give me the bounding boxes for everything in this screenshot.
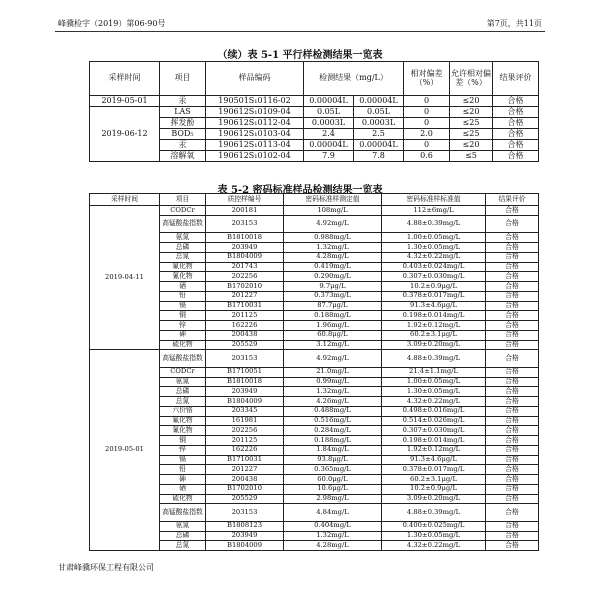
qc-code-cell: 200438: [206, 475, 284, 485]
qc-code-cell: 203153: [206, 215, 284, 233]
qc-code-cell: 203949: [206, 243, 284, 253]
item-cell: 砷: [160, 475, 206, 485]
measured-value-cell: 1.32mg/L: [284, 387, 382, 397]
standard-value-cell: 1.92±0.12mg/L: [382, 321, 486, 331]
qc-code-cell: 201125: [206, 311, 284, 321]
qc-code-cell: B1810018: [206, 233, 284, 243]
evaluation-cell: 合格: [486, 350, 539, 368]
item-cell: 氰化物: [160, 272, 206, 282]
evaluation-cell: 合格: [486, 252, 539, 262]
allowed-deviation-cell: ≤5: [450, 151, 493, 162]
result-1-cell: 0.00004L: [304, 96, 354, 107]
item-cell: 高锰酸盐指数: [160, 215, 206, 233]
standard-value-cell: 1.30±0.05mg/L: [382, 531, 486, 541]
t2-header-standard: 密码标准样标准值: [382, 194, 486, 206]
qc-code-cell: B1804009: [206, 397, 284, 407]
item-cell: 挥发酚: [160, 118, 206, 129]
item-cell: LAS: [160, 107, 206, 118]
qc-code-cell: 203153: [206, 350, 284, 368]
qc-code-cell: 203949: [206, 531, 284, 541]
standard-value-cell: 3.09±0.20mg/L: [382, 340, 486, 350]
item-cell: 总磷: [160, 387, 206, 397]
sample-date-cell: 2019-04-11: [90, 206, 160, 350]
standard-value-cell: 1.30±0.05mg/L: [382, 387, 486, 397]
item-cell: 氟化物: [160, 416, 206, 426]
table2-caption: 表 5-2 密码标准样品检测结果一览表: [217, 185, 383, 196]
item-cell: 总氮: [160, 397, 206, 407]
sample-code-cell: 190501S₁0116-02: [206, 96, 304, 107]
item-cell: 镉: [160, 455, 206, 465]
measured-value-cell: 4.84mg/L: [284, 504, 382, 522]
t2-header-measured: 密码标准样测定值: [284, 194, 382, 206]
qc-code-cell: 201125: [206, 436, 284, 446]
t1-body: [90, 96, 539, 162]
measured-value-cell: 2.98mg/L: [284, 494, 382, 504]
table-row: [90, 107, 539, 118]
evaluation-cell: 合格: [493, 96, 539, 107]
standard-value-cell: 0.307±0.030mg/L: [382, 272, 486, 282]
evaluation-cell: 合格: [486, 455, 539, 465]
evaluation-cell: 合格: [486, 301, 539, 311]
item-cell: 汞: [160, 140, 206, 151]
measured-value-cell: 60.0μg/L: [284, 475, 382, 485]
item-cell: 氨氮: [160, 233, 206, 243]
result-2-cell: 7.8: [354, 151, 404, 162]
evaluation-cell: 合格: [486, 233, 539, 243]
measured-value-cell: 4.26mg/L: [284, 397, 382, 407]
standard-value-cell: 0.498±0.016mg/L: [382, 406, 486, 416]
evaluation-cell: 合格: [486, 282, 539, 292]
result-2-cell: 0.00004L: [354, 140, 404, 151]
qc-code-cell: B1702010: [206, 484, 284, 494]
sample-date-cell: 2019-05-01: [90, 350, 160, 551]
t2-header-item: 项目: [160, 194, 206, 206]
qc-code-cell: 162226: [206, 321, 284, 331]
measured-value-cell: 21.0mg/L: [284, 367, 382, 377]
item-cell: 总磷: [160, 531, 206, 541]
qc-code-cell: B1702010: [206, 282, 284, 292]
standard-value-cell: 1.00±0.05mg/L: [382, 377, 486, 387]
t2-header-code: 质控样编号: [206, 194, 284, 206]
relative-deviation-cell: 0: [404, 140, 450, 151]
t2-header-date: 采样时间: [90, 194, 160, 206]
qc-code-cell: 202256: [206, 272, 284, 282]
page-number: 第7页，共11页: [486, 19, 542, 28]
item-cell: 砷: [160, 330, 206, 340]
measured-value-cell: 1.84mg/L: [284, 445, 382, 455]
doc-number: 峰骥检字（2019）第06-90号: [58, 19, 166, 28]
table-row: [90, 350, 539, 368]
evaluation-cell: 合格: [486, 475, 539, 485]
relative-deviation-cell: 2.0: [404, 129, 450, 140]
qc-code-cell: 203949: [206, 387, 284, 397]
evaluation-cell: 合格: [486, 445, 539, 455]
standard-value-cell: 4.32±0.22mg/L: [382, 252, 486, 262]
standard-value-cell: 10.2±0.9μg/L: [382, 282, 486, 292]
item-cell: 硒: [160, 484, 206, 494]
item-cell: 六价铬: [160, 406, 206, 416]
standard-value-cell: 0.403±0.024mg/L: [382, 262, 486, 272]
t2-header-eval: 结果评价: [486, 194, 539, 206]
measured-value-cell: 87.7μg/L: [284, 301, 382, 311]
t1-header-item: 项目: [160, 62, 206, 96]
item-cell: BOD₅: [160, 129, 206, 140]
measured-value-cell: 4.28mg/L: [284, 252, 382, 262]
blind-standard-table: [89, 193, 539, 551]
sample-code-cell: 190612S₁0103-04: [206, 129, 304, 140]
t1-header-allow: 允许相对偏差（%）: [450, 62, 493, 96]
qc-code-cell: B1810018: [206, 377, 284, 387]
evaluation-cell: 合格: [493, 151, 539, 162]
standard-value-cell: 60.2±3.1μg/L: [382, 330, 486, 340]
item-cell: 铅: [160, 291, 206, 301]
relative-deviation-cell: 0.6: [404, 151, 450, 162]
evaluation-cell: 合格: [486, 465, 539, 475]
evaluation-cell: 合格: [486, 377, 539, 387]
result-2-cell: 0.0003L: [354, 118, 404, 129]
qc-code-cell: 205529: [206, 494, 284, 504]
t1-header-eval: 结果评价: [493, 62, 539, 96]
allowed-deviation-cell: ≤20: [450, 96, 493, 107]
qc-code-cell: 205529: [206, 340, 284, 350]
allowed-deviation-cell: ≤25: [450, 118, 493, 129]
table-row: [90, 96, 539, 107]
t1-header-result: 检测结果（mg/L）: [304, 62, 404, 96]
result-1-cell: 0.0003L: [304, 118, 354, 129]
item-cell: 氨氮: [160, 377, 206, 387]
measured-value-cell: 93.8μg/L: [284, 455, 382, 465]
measured-value-cell: 0.284mg/L: [284, 426, 382, 436]
measured-value-cell: 0.404mg/L: [284, 521, 382, 531]
qc-code-cell: 200181: [206, 206, 284, 216]
sample-date-cell: 2019-05-01: [90, 96, 160, 107]
standard-value-cell: 91.3±4.6μg/L: [382, 455, 486, 465]
evaluation-cell: 合格: [486, 340, 539, 350]
evaluation-cell: 合格: [493, 107, 539, 118]
sample-code-cell: 190612S₁0112-04: [206, 118, 304, 129]
qc-code-cell: B1710031: [206, 301, 284, 311]
evaluation-cell: 合格: [486, 397, 539, 407]
relative-deviation-cell: 0: [404, 107, 450, 118]
standard-value-cell: 60.2±3.1μg/L: [382, 475, 486, 485]
standard-value-cell: 0.378±0.017mg/L: [382, 465, 486, 475]
evaluation-cell: 合格: [493, 129, 539, 140]
item-cell: 氨氮: [160, 521, 206, 531]
item-cell: 汞: [160, 96, 206, 107]
standard-value-cell: 0.400±0.025mg/L: [382, 521, 486, 531]
result-1-cell: 7.9: [304, 151, 354, 162]
standard-value-cell: 4.88±0.39mg/L: [382, 215, 486, 233]
evaluation-cell: 合格: [486, 494, 539, 504]
result-2-cell: 0.00004L: [354, 96, 404, 107]
evaluation-cell: 合格: [486, 387, 539, 397]
sample-code-cell: 190612S₁0109-04: [206, 107, 304, 118]
item-cell: 溶解氧: [160, 151, 206, 162]
standard-value-cell: 112±6mg/L: [382, 206, 486, 216]
item-cell: 总氮: [160, 252, 206, 262]
standard-value-cell: 91.3±4.6μg/L: [382, 301, 486, 311]
qc-code-cell: 203153: [206, 504, 284, 522]
relative-deviation-cell: 0: [404, 118, 450, 129]
measured-value-cell: 0.188mg/L: [284, 311, 382, 321]
evaluation-cell: 合格: [486, 215, 539, 233]
evaluation-cell: 合格: [486, 367, 539, 377]
standard-value-cell: 0.198±0.014mg/L: [382, 436, 486, 446]
standard-value-cell: 1.92±0.12mg/L: [382, 445, 486, 455]
evaluation-cell: 合格: [486, 262, 539, 272]
standard-value-cell: 4.88±0.39mg/L: [382, 504, 486, 522]
allowed-deviation-cell: ≤20: [450, 107, 493, 118]
measured-value-cell: 0.290mg/L: [284, 272, 382, 282]
item-cell: CODCr: [160, 206, 206, 216]
qc-code-cell: B1804009: [206, 541, 284, 551]
qc-code-cell: 203345: [206, 406, 284, 416]
standard-value-cell: 3.09±0.20mg/L: [382, 494, 486, 504]
standard-value-cell: 1.30±0.05mg/L: [382, 243, 486, 253]
sample-code-cell: 190612S₁0102-04: [206, 151, 304, 162]
qc-code-cell: 201227: [206, 465, 284, 475]
allowed-deviation-cell: ≤20: [450, 140, 493, 151]
item-cell: 铜: [160, 436, 206, 446]
t1-header-dev: 相对偏差（%）: [404, 62, 450, 96]
item-cell: 总磷: [160, 243, 206, 253]
measured-value-cell: 1.32mg/L: [284, 531, 382, 541]
table-row: [90, 206, 539, 216]
sample-date-cell: 2019-06-12: [90, 107, 160, 162]
measured-value-cell: 0.373mg/L: [284, 291, 382, 301]
qc-code-cell: 201743: [206, 262, 284, 272]
standard-value-cell: 4.32±0.22mg/L: [382, 541, 486, 551]
t1-header-code: 样品编码: [206, 62, 304, 96]
evaluation-cell: 合格: [486, 406, 539, 416]
relative-deviation-cell: 0: [404, 96, 450, 107]
qc-code-cell: B1710031: [206, 455, 284, 465]
sample-code-cell: 190612S₁0113-04: [206, 140, 304, 151]
result-1-cell: 2.4: [304, 129, 354, 140]
item-cell: 锌: [160, 321, 206, 331]
measured-value-cell: 60.8μg/L: [284, 330, 382, 340]
evaluation-cell: 合格: [493, 140, 539, 151]
measured-value-cell: 4.92mg/L: [284, 350, 382, 368]
item-cell: 硫化物: [160, 340, 206, 350]
evaluation-cell: 合格: [486, 243, 539, 253]
company-footer: 甘肃峰骥环保工程有限公司: [58, 563, 154, 572]
measured-value-cell: 4.92mg/L: [284, 215, 382, 233]
parallel-sample-table: [89, 61, 539, 162]
measured-value-cell: 0.488mg/L: [284, 406, 382, 416]
item-cell: 氟化物: [160, 262, 206, 272]
qc-code-cell: B1804009: [206, 252, 284, 262]
evaluation-cell: 合格: [486, 416, 539, 426]
allowed-deviation-cell: ≤25: [450, 129, 493, 140]
evaluation-cell: 合格: [486, 436, 539, 446]
item-cell: 高锰酸盐指数: [160, 504, 206, 522]
standard-value-cell: 0.514±0.026mg/L: [382, 416, 486, 426]
evaluation-cell: 合格: [486, 311, 539, 321]
measured-value-cell: 3.12mg/L: [284, 340, 382, 350]
item-cell: CODCr: [160, 367, 206, 377]
standard-value-cell: 0.378±0.017mg/L: [382, 291, 486, 301]
table1-caption: （续）表 5-1 平行样检测结果一览表: [217, 50, 383, 61]
item-cell: 铅: [160, 465, 206, 475]
evaluation-cell: 合格: [486, 521, 539, 531]
item-cell: 锌: [160, 445, 206, 455]
measured-value-cell: 1.96mg/L: [284, 321, 382, 331]
qc-code-cell: 162226: [206, 445, 284, 455]
result-1-cell: 0.05L: [304, 107, 354, 118]
qc-code-cell: 201227: [206, 291, 284, 301]
measured-value-cell: 4.28mg/L: [284, 541, 382, 551]
item-cell: 氰化物: [160, 426, 206, 436]
t2-body: [90, 206, 539, 551]
evaluation-cell: 合格: [493, 118, 539, 129]
item-cell: 高锰酸盐指数: [160, 350, 206, 368]
standard-value-cell: 1.00±0.05mg/L: [382, 233, 486, 243]
result-1-cell: 0.00004L: [304, 140, 354, 151]
measured-value-cell: 10.6μg/L: [284, 484, 382, 494]
qc-code-cell: 200438: [206, 330, 284, 340]
measured-value-cell: 0.988mg/L: [284, 233, 382, 243]
header-rule: [55, 31, 545, 32]
item-cell: 铜: [160, 311, 206, 321]
qc-code-cell: 202256: [206, 426, 284, 436]
evaluation-cell: 合格: [486, 330, 539, 340]
evaluation-cell: 合格: [486, 291, 539, 301]
measured-value-cell: 9.7μg/L: [284, 282, 382, 292]
measured-value-cell: 0.419mg/L: [284, 262, 382, 272]
item-cell: 镉: [160, 301, 206, 311]
measured-value-cell: 0.365mg/L: [284, 465, 382, 475]
qc-code-cell: B1808123: [206, 521, 284, 531]
item-cell: 总氮: [160, 541, 206, 551]
measured-value-cell: 0.516mg/L: [284, 416, 382, 426]
measured-value-cell: 1.32mg/L: [284, 243, 382, 253]
standard-value-cell: 4.32±0.22mg/L: [382, 397, 486, 407]
result-2-cell: 2.5: [354, 129, 404, 140]
evaluation-cell: 合格: [486, 426, 539, 436]
item-cell: 硒: [160, 282, 206, 292]
standard-value-cell: 0.307±0.030mg/L: [382, 426, 486, 436]
t1-header-date: 采样时间: [90, 62, 160, 96]
qc-code-cell: 161981: [206, 416, 284, 426]
item-cell: 硫化物: [160, 494, 206, 504]
evaluation-cell: 合格: [486, 484, 539, 494]
evaluation-cell: 合格: [486, 272, 539, 282]
standard-value-cell: 0.198±0.014mg/L: [382, 311, 486, 321]
result-2-cell: 0.05L: [354, 107, 404, 118]
measured-value-cell: 0.99mg/L: [284, 377, 382, 387]
measured-value-cell: 108mg/L: [284, 206, 382, 216]
standard-value-cell: 4.88±0.39mg/L: [382, 350, 486, 368]
evaluation-cell: 合格: [486, 206, 539, 216]
evaluation-cell: 合格: [486, 504, 539, 522]
standard-value-cell: 10.2±0.9μg/L: [382, 484, 486, 494]
evaluation-cell: 合格: [486, 541, 539, 551]
standard-value-cell: 21.4±1.1mg/L: [382, 367, 486, 377]
evaluation-cell: 合格: [486, 321, 539, 331]
evaluation-cell: 合格: [486, 531, 539, 541]
qc-code-cell: B1710051: [206, 367, 284, 377]
measured-value-cell: 0.188mg/L: [284, 436, 382, 446]
